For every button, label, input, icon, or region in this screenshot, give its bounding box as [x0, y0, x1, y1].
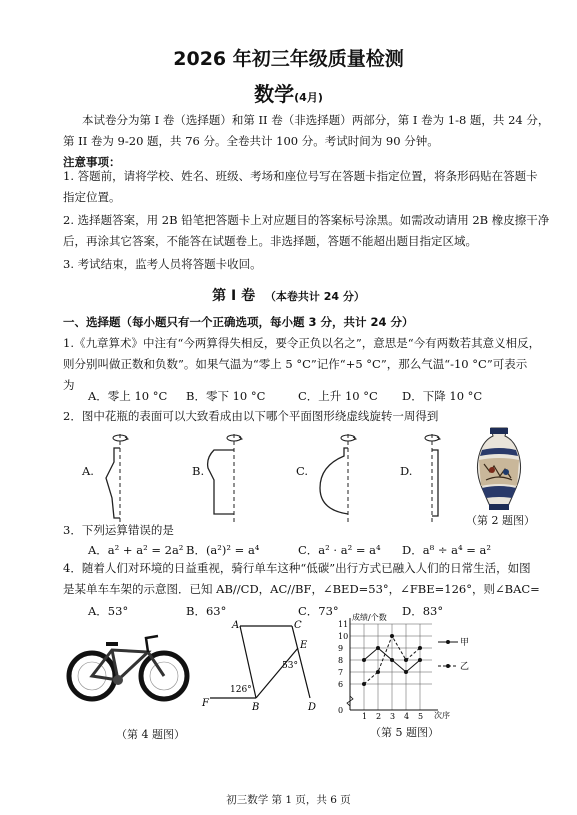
bicycle-image — [66, 630, 190, 704]
subject-title — [0, 78, 577, 107]
q3-option-a: A．a² + a² = 2a² — [88, 543, 184, 557]
series-point — [376, 646, 380, 650]
q4-line-2: 是某单车车架的示意图．已知 AB//CD，AC//BF，∠BED=53°，∠FBE=126°，则∠BAC= — [63, 582, 540, 596]
point-c: C — [294, 620, 302, 631]
q1-line-3: 为 — [63, 378, 75, 392]
chart-axes — [347, 618, 438, 710]
page-footer: 初三数学 第 1 页，共 6 页 — [226, 794, 351, 806]
legend-marker — [446, 640, 450, 644]
q1-option-a: A．零上 10 °C — [88, 389, 168, 403]
q2-label-d: D. — [400, 464, 413, 478]
q4-option-d: D．83° — [402, 604, 444, 618]
q1-line-1: 1.《九章算术》中注有“今两算得失相反，要令正负以名之”，意思是“今有两数若其意义相反， — [63, 336, 541, 350]
series-point — [418, 646, 422, 650]
legend-label: 乙 — [460, 662, 470, 672]
point-b: B — [252, 702, 260, 713]
q4-option-b: B．63° — [186, 604, 227, 618]
section-heading: 一、选择题（每小题只有一个正确选项，每小题 3 分，共计 24 分） — [63, 315, 414, 329]
q2-caption: （第 2 题图） — [466, 514, 535, 527]
intro-line-2: 第 II 卷为 9-20 题，共 76 分。全卷共计 100 分。考试时间为 90 分钟。 — [63, 134, 439, 148]
exam-title: 2026 年初三年级质量检测 — [173, 48, 404, 70]
q2-shape-c — [304, 428, 364, 524]
notice-heading: 注意事项： — [63, 155, 121, 169]
notice-item-1a: 1. 答题前，请将学校、姓名、班级、考场和座位号写在答题卡指定位置，将条形码贴在答题卡 — [63, 169, 538, 183]
x-tick-label: 1 — [362, 712, 368, 720]
y-tick-label: 6 — [338, 680, 344, 689]
x-tick-label: 2 — [376, 712, 382, 720]
point-e: E — [300, 640, 308, 651]
x-tick-label: 5 — [418, 712, 424, 720]
legend-marker — [446, 664, 450, 668]
series-point — [418, 658, 422, 662]
y-tick-label: 0 — [338, 706, 344, 715]
q1-option-d: D．下降 10 °C — [402, 389, 483, 403]
chart-legend — [438, 637, 469, 672]
x-tick-label: 3 — [390, 712, 396, 720]
chart-ticks — [338, 612, 450, 720]
y-tick-label: 11 — [338, 620, 349, 629]
section-title — [0, 285, 577, 305]
q2-shape-b — [200, 428, 260, 524]
q2-shape-d — [408, 428, 468, 524]
notice-item-2a: 2. 选择题答案，用 2B 铅笔把答题卡上对应题目的答案标号涂黑。如需改动请用 2B 橡皮擦干净 — [63, 213, 550, 227]
q4-option-c: C．73° — [298, 604, 339, 618]
legend-label: 甲 — [460, 638, 470, 648]
q1-line-2: 则分别叫做正数和负数”。如果气温为“零上 5 °C”记作“+5 °C”，那么气温“-10 °C”可表示 — [63, 357, 528, 371]
q3-option-b: B．(a²)² = a⁴ — [186, 543, 260, 557]
y-tick-label: 10 — [338, 632, 349, 641]
q5-caption: （第 5 题图） — [370, 726, 439, 739]
series-point — [362, 682, 366, 686]
notice-item-2b: 后，再涂其它答案，不能答在试题卷上。非选择题，答题不能超出题目指定区域。 — [63, 234, 477, 248]
q1-option-b: B．零下 10 °C — [186, 389, 266, 403]
notice-item-3: 3. 考试结束，监考人员将答题卡收回。 — [63, 257, 262, 271]
q2-shape-a — [92, 428, 152, 524]
q3-text: 3．下列运算错误的是 — [63, 523, 174, 537]
q5-chart — [330, 612, 510, 720]
y-tick-label: 9 — [338, 644, 344, 653]
x-axis-label: 次序 — [434, 711, 450, 720]
q3-option-c: C．a² · a² = a⁴ — [298, 543, 381, 557]
notice-item-1b: 指定位置。 — [63, 190, 121, 204]
series-point — [376, 670, 380, 674]
q2-text: 2．图中花瓶的表面可以大致看成由以下哪个平面图形绕虚线旋转一周得到 — [63, 409, 439, 423]
subject-name: 数学 — [254, 82, 295, 106]
section-name: 第 I 卷 — [212, 288, 256, 304]
q4-caption: （第 4 题图） — [116, 728, 185, 741]
point-d: D — [308, 702, 317, 713]
intro-line-1: 本试卷分为第 I 卷（选择题）和第 II 卷（非选择题）两部分，第 I 卷为 1-8 题，共 24 分， — [82, 113, 550, 127]
series-point — [404, 670, 408, 674]
angle-53: 53° — [282, 661, 298, 671]
y-tick-label: 8 — [338, 656, 344, 665]
q2-label-b: B. — [192, 464, 205, 478]
q2-label-a: A. — [82, 464, 94, 478]
q3-option-d: D．a⁸ ÷ a⁴ = a² — [402, 543, 492, 557]
angle-126: 126° — [230, 685, 252, 695]
series-point — [404, 658, 408, 662]
y-tick-label: 7 — [338, 668, 344, 677]
series-point — [390, 658, 394, 662]
series-point — [362, 658, 366, 662]
point-a: A — [232, 620, 240, 631]
series-point — [390, 634, 394, 638]
q4-line-1: 4．随着人们对环境的日益重视，骑行单车这种“低碳”出行方式已融入人们的日常生活，如图 — [63, 561, 531, 575]
x-tick-label: 4 — [404, 712, 410, 720]
point-f: F — [202, 698, 209, 709]
q2-label-c: C. — [296, 464, 309, 478]
vase-image — [472, 426, 526, 512]
subject-note: (4月) — [294, 91, 323, 104]
section-note: （本卷共计 24 分） — [264, 290, 365, 303]
q1-option-c: C．上升 10 °C — [298, 389, 378, 403]
q4-geometry-figure — [200, 618, 328, 714]
q4-option-a: A．53° — [88, 604, 129, 618]
y-axis-label: 成绩/个数 — [352, 613, 387, 622]
